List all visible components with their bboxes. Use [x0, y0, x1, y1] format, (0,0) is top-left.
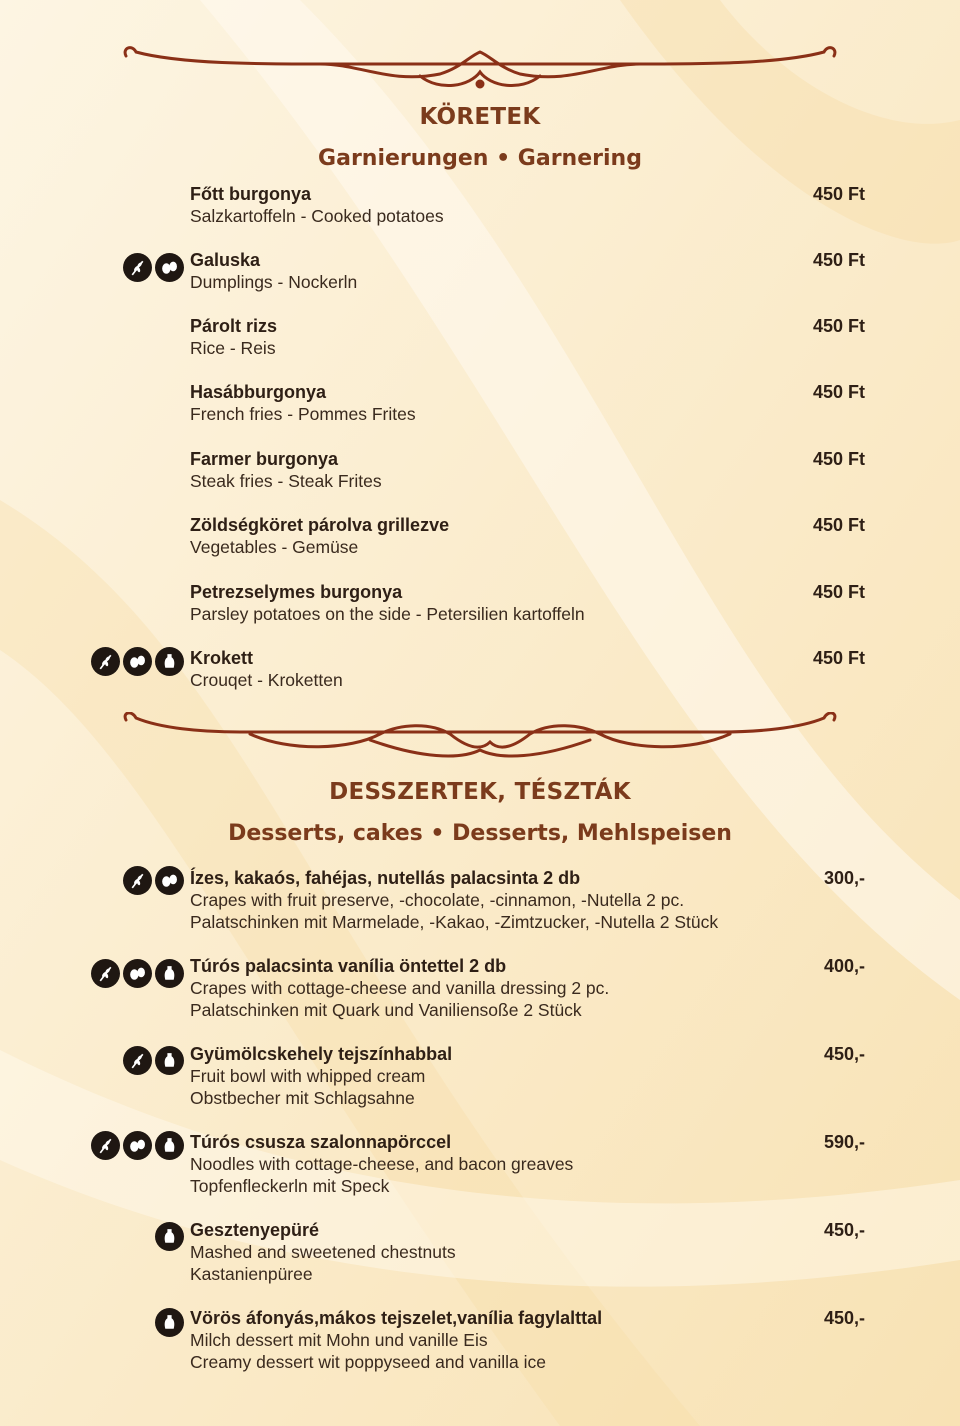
item-desc: Creamy dessert wit poppyseed and vanilla ice: [190, 1352, 547, 1372]
allergen-icons: [123, 866, 184, 895]
item-name: Ízes, kakaós, fahéjas, nutellás palacsinta 2 db: [190, 868, 581, 888]
item-price: 450 Ft: [812, 449, 865, 469]
menu-item: [190, 381, 865, 425]
allergen-icons: [123, 1046, 184, 1075]
item-price: 450,-: [823, 1044, 865, 1064]
item-price: 300,-: [823, 868, 865, 888]
item-desc: Dumplings - Nockerln: [190, 272, 358, 292]
allergen-icons: [155, 1308, 184, 1337]
milk-icon: [155, 1131, 184, 1160]
section-subtitle-koretek: Garnierungen • Garnering: [318, 146, 642, 171]
item-price: 450,-: [823, 1308, 865, 1328]
menu-item: [190, 955, 865, 1021]
item-name: Vörös áfonyás,mákos tejszelet,vanília fagylalttal: [190, 1308, 603, 1328]
egg-icon: [155, 866, 184, 895]
item-price: 450 Ft: [812, 250, 865, 270]
wheat-icon: [123, 866, 152, 895]
wheat-icon: [123, 1046, 152, 1075]
item-name: Gesztenyepüré: [190, 1220, 320, 1240]
item-desc: Crapes with cottage-cheese and vanilla dressing 2 pc.: [190, 978, 610, 998]
item-desc: Parsley potatoes on the side - Petersilien kartoffeln: [190, 604, 585, 624]
item-desc: Crapes with fruit preserve, -chocolate, -cinnamon, -Nutella 2 pc.: [190, 890, 685, 910]
item-desc: Salzkartoffeln - Cooked potatoes: [190, 206, 444, 226]
wheat-icon: [91, 647, 120, 676]
menu-item: [190, 1043, 865, 1109]
item-price: 590,-: [823, 1132, 865, 1152]
middle-ornament: [120, 712, 840, 772]
wheat-icon: [91, 959, 120, 988]
allergen-icons: [91, 959, 184, 988]
item-name: Farmer burgonya: [190, 449, 339, 469]
item-desc: Milch dessert mit Mohn und vanille Eis: [190, 1330, 488, 1350]
item-desc: Fruit bowl with whipped cream: [190, 1066, 426, 1086]
allergen-icons: [155, 1222, 184, 1251]
item-name: Főtt burgonya: [190, 184, 311, 204]
wheat-icon: [123, 253, 152, 282]
menu-item: [190, 514, 865, 558]
item-price: 450,-: [823, 1220, 865, 1240]
item-price: 450 Ft: [812, 515, 865, 535]
item-desc: Noodles with cottage-cheese, and bacon greaves: [190, 1154, 574, 1174]
item-price: 450 Ft: [812, 316, 865, 336]
item-desc: Mashed and sweetened chestnuts: [190, 1242, 456, 1262]
milk-icon: [155, 1222, 184, 1251]
menu-item: [190, 1219, 865, 1285]
menu-item: [190, 183, 865, 227]
item-desc: Obstbecher mit Schlagsahne: [190, 1088, 415, 1108]
item-desc: Topfenfleckerln mit Speck: [190, 1176, 390, 1196]
menu-item: [190, 315, 865, 359]
section-title-desszertek: DESSZERTEK, TÉSZTÁK: [329, 779, 631, 805]
egg-icon: [155, 253, 184, 282]
item-desc: Crouqet - Kroketten: [190, 670, 343, 690]
item-desc: Palatschinken mit Marmelade, -Kakao, -Zimtzucker, -Nutella 2 Stück: [190, 912, 719, 932]
item-name: Krokett: [190, 648, 254, 668]
item-name: Hasábburgonya: [190, 382, 327, 402]
item-name: Túrós csusza szalonnapörccel: [190, 1132, 452, 1152]
item-desc: Kastanienpüree: [190, 1264, 313, 1284]
wheat-icon: [91, 1131, 120, 1160]
menu-item: [190, 1131, 865, 1197]
section-title-koretek: KÖRETEK: [419, 104, 541, 130]
item-name: Zöldségköret párolva grillezve: [190, 515, 450, 535]
item-name: Párolt rizs: [190, 316, 278, 336]
item-price: 450 Ft: [812, 184, 865, 204]
allergen-icons: [91, 647, 184, 676]
menu-item: [190, 448, 865, 492]
menu-item: [190, 647, 865, 691]
milk-icon: [155, 959, 184, 988]
egg-icon: [123, 959, 152, 988]
menu-item: [190, 249, 865, 293]
top-ornament: [120, 42, 840, 102]
menu-item: [190, 1307, 865, 1373]
milk-icon: [155, 1308, 184, 1337]
egg-icon: [123, 647, 152, 676]
item-price: 450 Ft: [812, 382, 865, 402]
allergen-icons: [123, 253, 184, 282]
item-desc: Palatschinken mit Quark und Vaniliensoße 2 Stück: [190, 1000, 582, 1020]
item-name: Gyümölcskehely tejszínhabbal: [190, 1044, 453, 1064]
item-price: 400,-: [823, 956, 865, 976]
egg-icon: [123, 1131, 152, 1160]
item-name: Petrezselymes burgonya: [190, 582, 403, 602]
item-price: 450 Ft: [812, 582, 865, 602]
allergen-icons: [91, 1131, 184, 1160]
menu-item: [190, 581, 865, 625]
item-desc: Rice - Reis: [190, 338, 276, 358]
item-name: Galuska: [190, 250, 261, 270]
menu-item: [190, 867, 865, 933]
item-desc: Vegetables - Gemüse: [190, 537, 359, 557]
section-subtitle-desszertek: Desserts, cakes • Desserts, Mehlspeisen: [228, 821, 732, 846]
item-desc: French fries - Pommes Frites: [190, 404, 416, 424]
item-price: 450 Ft: [812, 648, 865, 668]
milk-icon: [155, 647, 184, 676]
milk-icon: [155, 1046, 184, 1075]
item-desc: Steak fries - Steak Frites: [190, 471, 382, 491]
item-name: Túrós palacsinta vanília öntettel 2 db: [190, 956, 507, 976]
